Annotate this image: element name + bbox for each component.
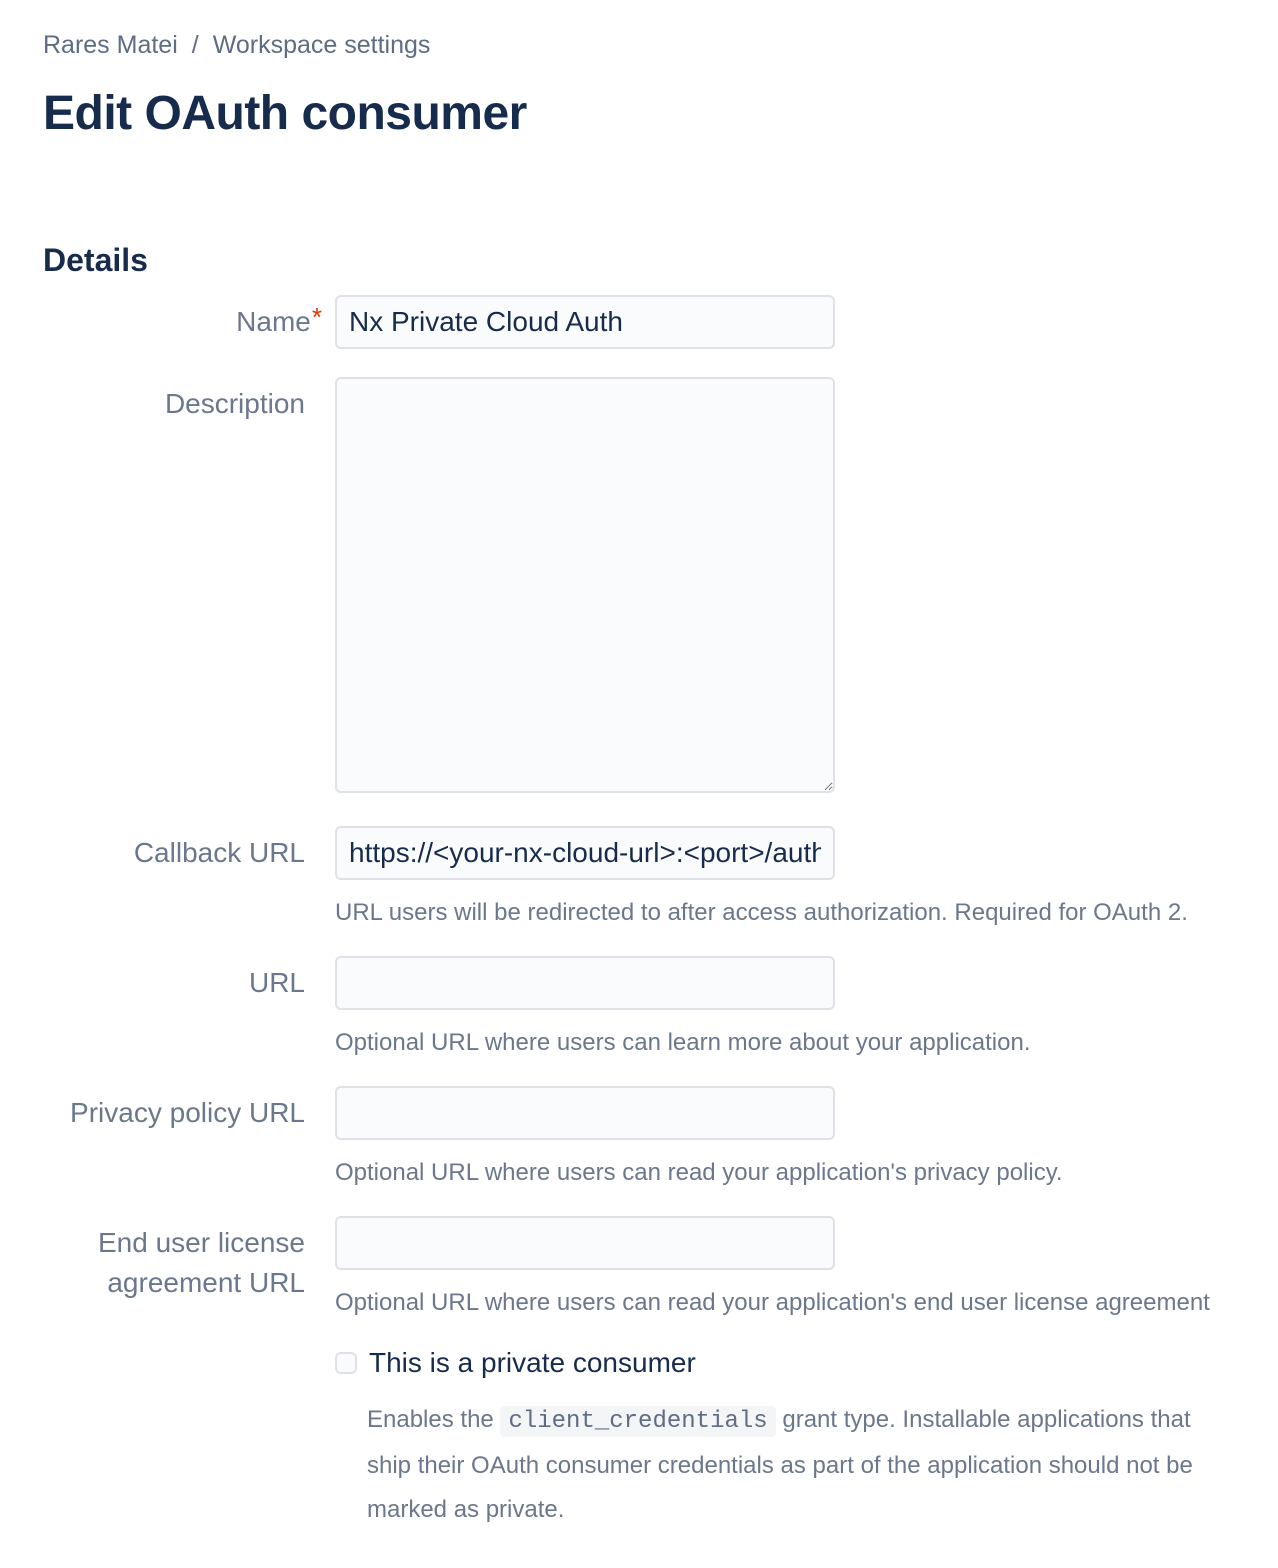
details-heading: Details bbox=[43, 242, 148, 278]
callback-url-help: URL users will be redirected to after access authorization. Required for OAuth 2. bbox=[335, 899, 1188, 926]
privacy-policy-url-help: Optional URL where users can read your application's privacy policy. bbox=[335, 1159, 1063, 1186]
breadcrumb-separator: / bbox=[191, 31, 199, 59]
callback-url-row bbox=[43, 826, 1235, 928]
description-textarea[interactable] bbox=[335, 377, 835, 793]
url-help: Optional URL where users can learn more about your application. bbox=[335, 1029, 1031, 1056]
private-consumer-help-before: Enables the bbox=[367, 1406, 501, 1433]
name-label-text: Name bbox=[236, 306, 311, 337]
url-row bbox=[43, 956, 1235, 1058]
private-consumer-spacer bbox=[43, 1346, 305, 1532]
breadcrumb bbox=[43, 30, 1235, 60]
privacy-policy-url-input[interactable] bbox=[335, 1086, 835, 1140]
private-consumer-help-after: grant type. Installable applications that ship their OAuth consumer credentials as part of the application should not be marked as private. bbox=[367, 1406, 1193, 1523]
private-consumer-label: This is a private consumer bbox=[369, 1347, 696, 1378]
private-consumer-checkbox[interactable] bbox=[335, 1352, 357, 1374]
url-input[interactable] bbox=[335, 956, 835, 1010]
description-label: Description bbox=[164, 388, 305, 419]
privacy-policy-url-label: Privacy policy URL bbox=[70, 1097, 305, 1128]
callback-url-input[interactable] bbox=[335, 826, 835, 880]
oauth-consumer-form bbox=[43, 295, 1235, 1532]
private-consumer-row bbox=[43, 1346, 1235, 1532]
eula-url-label: End user license agreement URL bbox=[97, 1227, 305, 1298]
eula-url-input[interactable] bbox=[335, 1216, 835, 1270]
private-consumer-help bbox=[367, 1398, 1227, 1532]
required-asterisk: * bbox=[311, 302, 322, 332]
name-row bbox=[43, 295, 1235, 349]
name-input[interactable] bbox=[335, 295, 835, 349]
privacy-policy-url-row bbox=[43, 1086, 1235, 1188]
description-row bbox=[43, 377, 1235, 798]
eula-url-help: Optional URL where users can read your application's end user license agreement bbox=[335, 1289, 1210, 1316]
url-label: URL bbox=[248, 967, 305, 998]
name-label bbox=[43, 295, 322, 349]
page-title: Edit OAuth consumer bbox=[43, 87, 527, 140]
callback-url-label: Callback URL bbox=[133, 837, 305, 868]
breadcrumb-workspace-settings-link[interactable]: Workspace settings bbox=[212, 31, 431, 59]
private-consumer-option[interactable] bbox=[335, 1346, 1235, 1380]
client-credentials-code: client_credentials bbox=[500, 1406, 775, 1437]
breadcrumb-user-link[interactable]: Rares Matei bbox=[43, 31, 178, 59]
eula-url-row bbox=[43, 1216, 1235, 1318]
